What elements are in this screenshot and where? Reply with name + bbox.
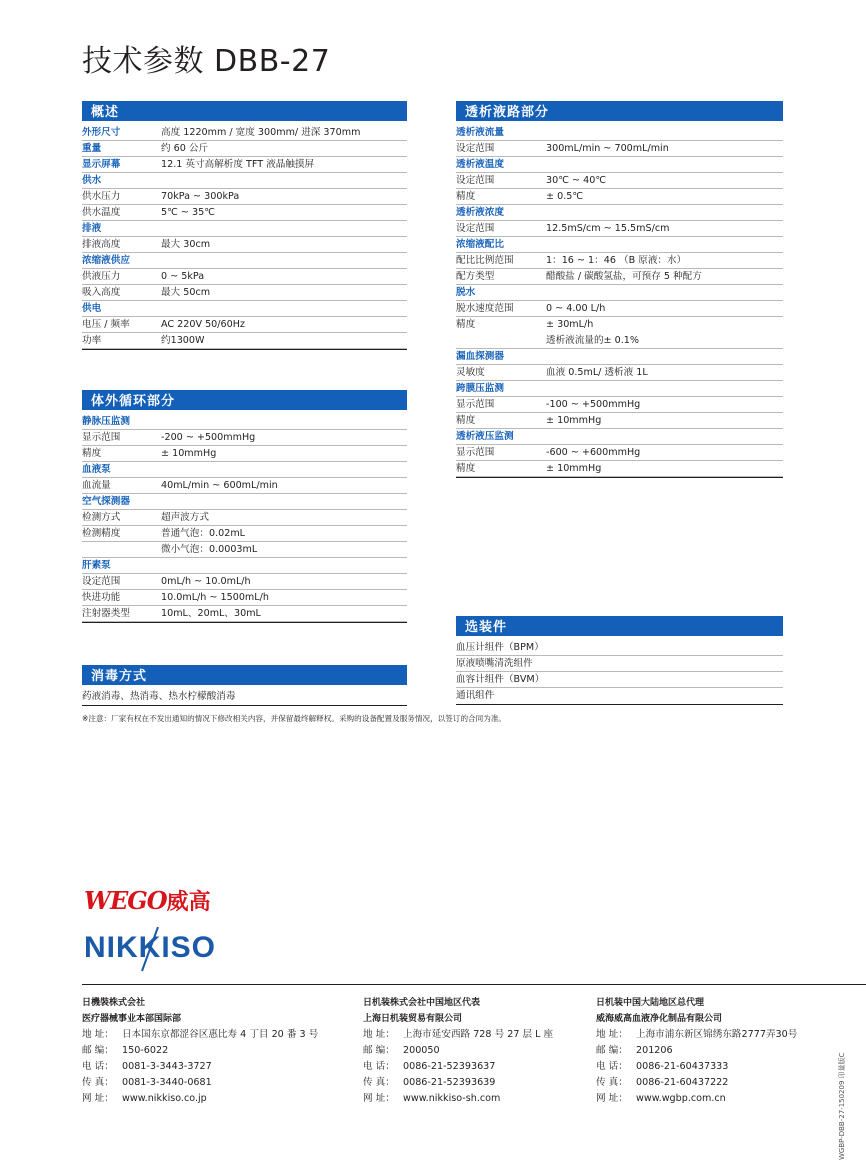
- contact-nikkiso-japan: [82, 995, 318, 1107]
- category-label: 供水: [82, 174, 102, 186]
- disinfection-header: [82, 665, 407, 685]
- contact-key: 电 话：: [363, 1061, 395, 1072]
- contact-value: 150-6022: [122, 1045, 169, 1056]
- spec-value: 超声波方式: [161, 512, 209, 523]
- contact-key: 地 址：: [596, 1029, 628, 1040]
- spec-row: [456, 333, 783, 349]
- contact-line: [363, 1059, 553, 1075]
- contact-line: [82, 1075, 318, 1091]
- category-label: 脱水: [456, 286, 476, 298]
- category-row: [456, 157, 783, 173]
- spec-value: -100 ~ +500mmHg: [546, 399, 641, 410]
- dialysate-section: [456, 101, 783, 478]
- category-label: 漏血探测器: [456, 350, 504, 362]
- option-item: [456, 688, 783, 704]
- spec-row: [82, 590, 407, 606]
- spec-row: [456, 221, 783, 237]
- option-label: 血压计组件（BPM）: [456, 641, 544, 653]
- category-label: 排液: [82, 222, 102, 234]
- option-label: 原液喷嘴清洗组件: [456, 657, 533, 669]
- contact-key: 传 真：: [596, 1077, 628, 1088]
- category-row: [456, 429, 783, 445]
- spec-value: ± 30mL/h: [546, 319, 594, 330]
- spec-value: 0 ~ 5kPa: [161, 271, 205, 282]
- category-label: 静脉压监测: [82, 415, 130, 427]
- side-code: [836, 1020, 846, 1160]
- spec-label: 配比比例范围: [456, 254, 514, 266]
- spec-label: 显示范围: [456, 446, 495, 458]
- spec-label: 精度: [456, 319, 476, 330]
- disinfection-section: [82, 665, 407, 706]
- spec-value: 约1300W: [161, 335, 205, 346]
- spec-value: ± 10mmHg: [546, 415, 602, 426]
- category-row: [82, 414, 407, 430]
- spec-value: 约 60 公斤: [161, 143, 209, 154]
- contact-key: 传 真：: [82, 1077, 114, 1088]
- spec-label: 电压 / 频率: [82, 318, 130, 330]
- spec-label: 精度: [456, 190, 476, 202]
- spec-value: 最大 30cm: [161, 239, 211, 250]
- contact-key: 网 址：: [596, 1093, 628, 1104]
- extracorporeal-header: [82, 390, 407, 410]
- category-label: 血液泵: [82, 463, 111, 475]
- disinfection-text: 药液消毒、热消毒、热水柠檬酸消毒: [82, 691, 236, 702]
- nikkiso-logo: [84, 925, 244, 973]
- spec-label: 快进功能: [82, 591, 121, 603]
- option-label: 通讯组件: [456, 690, 495, 701]
- spec-value: 30℃ ~ 40℃: [546, 175, 607, 186]
- contact-key: 邮 编：: [82, 1045, 114, 1056]
- contact-value: 上海市延安西路 728 号 27 层 L 座: [403, 1029, 554, 1040]
- category-label: 透析液温度: [456, 158, 504, 170]
- spec-label: 吸入高度: [82, 286, 121, 298]
- category-row: [456, 205, 783, 221]
- disclaimer-note: ※注意：厂家有权在不发出通知的情况下修改相关内容，并保留最终解释权。采购的设备配置及服务情况，以签订的合同为准。: [82, 714, 507, 723]
- spec-row: [456, 141, 783, 157]
- spec-value: 0mL/h ~ 10.0mL/h: [161, 576, 251, 587]
- category-row: [82, 301, 407, 317]
- contact-value: www.nikkiso-sh.com: [403, 1093, 501, 1104]
- spec-value: 0 ~ 4.00 L/h: [546, 303, 606, 314]
- options-section: [456, 616, 783, 705]
- spec-label: 灵敏度: [456, 366, 485, 378]
- spec-value: -200 ~ +500mmHg: [161, 432, 256, 443]
- spec-value: 1：16 ~ 1：46 （B 原液：水）: [546, 255, 687, 266]
- category-row: [456, 125, 783, 141]
- spec-row: [82, 189, 407, 205]
- spec-row: [82, 125, 407, 141]
- contact-value: 0081-3-3440-0681: [122, 1077, 212, 1088]
- spec-row: [82, 574, 407, 590]
- overview-table: [82, 125, 407, 350]
- spec-value: 微小气泡：0.0003mL: [161, 544, 258, 555]
- contact-dept: 上海日机装贸易有限公司: [363, 1014, 463, 1024]
- spec-label: 设定范围: [456, 174, 495, 186]
- contact-dept: 医疗器械事业本部国际部: [82, 1014, 182, 1024]
- category-row: [82, 462, 407, 478]
- contact-key: 网 址：: [363, 1093, 395, 1104]
- options-header: [456, 616, 783, 636]
- contact-key: 邮 编：: [596, 1045, 628, 1056]
- spec-row: [456, 445, 783, 461]
- footer-divider: [82, 984, 866, 985]
- spec-label: 检测精度: [82, 527, 121, 539]
- spec-value: 40mL/min ~ 600mL/min: [161, 480, 278, 491]
- overview-section: [82, 101, 407, 350]
- spec-value: 5℃ ~ 35℃: [161, 207, 215, 218]
- spec-row: [82, 157, 407, 173]
- dialysate-header-label: 透析液路部分: [465, 105, 550, 120]
- contact-line: [82, 1027, 318, 1043]
- spec-value: 12.1 英寸高解析度 TFT 液晶触摸屏: [161, 159, 315, 170]
- contact-key: 邮 编：: [363, 1045, 395, 1056]
- contact-value: 上海市浦东新区锦绣东路2777弄30号: [636, 1029, 798, 1040]
- spec-label: 显示屏幕: [82, 158, 121, 170]
- contact-company: 日机装中国大陆地区总代理: [596, 998, 705, 1008]
- contact-value: www.nikkiso.co.jp: [122, 1093, 207, 1104]
- category-label: 透析液浓度: [456, 206, 504, 218]
- spec-label: 配方类型: [456, 270, 495, 282]
- spec-row: [82, 205, 407, 221]
- contact-key: 网 址：: [82, 1093, 114, 1104]
- spec-label: 检测方式: [82, 511, 121, 523]
- spec-row: [82, 542, 407, 558]
- spec-label: 设定范围: [456, 222, 495, 234]
- contact-value: www.wgbp.com.cn: [636, 1093, 726, 1104]
- wego-logo-text: WEGO: [84, 886, 167, 915]
- spec-row: [456, 189, 783, 205]
- spec-row: [82, 269, 407, 285]
- spec-row: [82, 510, 407, 526]
- contact-key: 电 话：: [596, 1061, 628, 1072]
- option-item: [456, 640, 783, 656]
- spec-value: 70kPa ~ 300kPa: [161, 191, 240, 202]
- spec-label: 供水压力: [82, 190, 121, 202]
- extracorporeal-table: [82, 414, 407, 623]
- category-row: [82, 558, 407, 574]
- options-table: [456, 640, 783, 705]
- contact-value: 201206: [636, 1045, 673, 1056]
- spec-value: 10.0mL/h ~ 1500mL/h: [161, 592, 269, 603]
- spec-row: [82, 237, 407, 253]
- contact-value: 0086-21-52393637: [403, 1061, 496, 1072]
- spec-label: 设定范围: [456, 142, 495, 154]
- spec-row: [456, 173, 783, 189]
- contact-line: [596, 1059, 797, 1075]
- spec-row: [82, 606, 407, 622]
- contact-dept: 威海威高血液净化制品有限公司: [596, 1014, 723, 1024]
- category-row: [82, 253, 407, 269]
- dialysate-table: [456, 125, 783, 478]
- contact-nikkiso-shanghai: [363, 995, 553, 1107]
- spec-value: ± 0.5℃: [546, 191, 584, 202]
- contact-value: 0086-21-60437333: [636, 1061, 729, 1072]
- spec-row: [82, 285, 407, 301]
- option-item: [456, 672, 783, 688]
- category-label: 浓缩液配比: [456, 238, 504, 250]
- spec-value: 透析液流量的± 0.1%: [546, 335, 640, 346]
- spec-label: 显示范围: [456, 398, 495, 410]
- spec-label: 排液高度: [82, 238, 121, 250]
- contact-line: [596, 1091, 797, 1107]
- contact-key: 地 址：: [363, 1029, 395, 1040]
- disinfection-table: [82, 689, 407, 706]
- contact-line: [363, 1075, 553, 1091]
- contact-line: [363, 1043, 553, 1059]
- contact-line: [596, 1027, 797, 1043]
- spec-label: 脱水速度范围: [456, 302, 514, 314]
- contact-wego: [596, 995, 797, 1107]
- category-label: 供电: [82, 302, 102, 314]
- contact-value: 0081-3-3443-3727: [122, 1061, 212, 1072]
- contact-value: 200050: [403, 1045, 440, 1056]
- spec-label: 注射器类型: [82, 607, 130, 619]
- category-label: 浓缩液供应: [82, 254, 130, 266]
- spec-value: 10mL、20mL、30mL: [161, 608, 261, 619]
- page-title: 技术参数 DBB-27: [82, 44, 331, 79]
- category-row: [456, 285, 783, 301]
- spec-row: [456, 365, 783, 381]
- spec-value: AC 220V 50/60Hz: [161, 319, 245, 330]
- extracorporeal-section: [82, 390, 407, 623]
- spec-label: 供水温度: [82, 206, 121, 218]
- contact-key: 地 址：: [82, 1029, 114, 1040]
- spec-row: [82, 446, 407, 462]
- dialysate-header: [456, 101, 783, 121]
- spec-row: [82, 141, 407, 157]
- option-item: [456, 656, 783, 672]
- category-row: [82, 173, 407, 189]
- spec-row: [456, 397, 783, 413]
- contact-company: 日机装株式会社中国地区代表: [363, 998, 481, 1008]
- spec-label: 显示范围: [82, 431, 121, 443]
- contact-key: 传 真：: [363, 1077, 395, 1088]
- spec-value: 醋酸盐 / 碳酸氢盐，可预存 5 种配方: [546, 271, 702, 282]
- category-label: 跨膜压监测: [456, 382, 504, 394]
- category-label: 透析液流量: [456, 126, 504, 138]
- spec-value: -600 ~ +600mmHg: [546, 447, 641, 458]
- spec-value: ± 10mmHg: [161, 448, 217, 459]
- spec-row: [82, 317, 407, 333]
- contact-value: 0086-21-60437222: [636, 1077, 729, 1088]
- option-label: 血容计组件（BVM）: [456, 673, 545, 685]
- spec-row: [456, 301, 783, 317]
- spec-value: 12.5mS/cm ~ 15.5mS/cm: [546, 223, 670, 234]
- overview-header-label: 概述: [91, 105, 120, 120]
- spec-row: [456, 317, 783, 333]
- disinfection-row: [82, 689, 407, 705]
- side-code-text: WGBP-DBB-27-150209 印量版C: [838, 1052, 846, 1160]
- category-label: 透析液压监测: [456, 430, 514, 442]
- spec-label: 设定范围: [82, 575, 121, 587]
- extracorporeal-header-label: 体外循环部分: [91, 394, 176, 409]
- spec-row: [82, 430, 407, 446]
- category-label: 肝素泵: [82, 559, 111, 571]
- spec-value: 血液 0.5mL/ 透析液 1L: [546, 367, 648, 378]
- spec-label: 功率: [82, 334, 102, 346]
- wego-logo-cn: 威高: [166, 890, 211, 915]
- spec-label: 精度: [82, 447, 102, 459]
- contact-value: 0086-21-52393639: [403, 1077, 496, 1088]
- wego-logo: [84, 885, 244, 915]
- contact-line: [596, 1043, 797, 1059]
- category-row: [82, 221, 407, 237]
- spec-row: [456, 269, 783, 285]
- spec-label: 重量: [82, 142, 102, 154]
- disinfection-header-label: 消毒方式: [91, 669, 148, 684]
- contact-value: 日本国东京都涩谷区惠比寿 4 丁目 20 番 3 号: [122, 1029, 319, 1040]
- category-row: [456, 349, 783, 365]
- contact-line: [82, 1043, 318, 1059]
- contact-company: 日機裝株式会社: [82, 998, 146, 1008]
- category-label: 空气探测器: [82, 495, 130, 507]
- category-row: [82, 494, 407, 510]
- spec-row: [82, 526, 407, 542]
- spec-row: [82, 478, 407, 494]
- spec-label: 血流量: [82, 479, 111, 491]
- nikkiso-logo-text: NIKKISO: [84, 931, 217, 964]
- contact-key: 电 话：: [82, 1061, 114, 1072]
- contact-line: [363, 1091, 553, 1107]
- contact-line: [363, 1027, 553, 1043]
- spec-label: 精度: [456, 462, 476, 474]
- spec-row: [456, 461, 783, 477]
- contact-line: [82, 1091, 318, 1107]
- contact-line: [596, 1075, 797, 1091]
- options-header-label: 选装件: [465, 620, 508, 635]
- category-row: [456, 381, 783, 397]
- spec-row: [82, 333, 407, 349]
- spec-label: 供液压力: [82, 270, 121, 282]
- overview-header: [82, 101, 407, 121]
- category-row: [456, 237, 783, 253]
- contact-line: [82, 1059, 318, 1075]
- spec-value: 300mL/min ~ 700mL/min: [546, 143, 669, 154]
- spec-value: 高度 1220mm / 宽度 300mm/ 进深 370mm: [161, 127, 361, 138]
- spec-label: 外形尺寸: [82, 126, 121, 138]
- spec-row: [456, 253, 783, 269]
- spec-label: 精度: [456, 414, 476, 426]
- spec-row: [456, 413, 783, 429]
- spec-value: ± 10mmHg: [546, 463, 602, 474]
- spec-value: 普通气泡：0.02mL: [161, 528, 246, 539]
- spec-value: 最大 50cm: [161, 287, 211, 298]
